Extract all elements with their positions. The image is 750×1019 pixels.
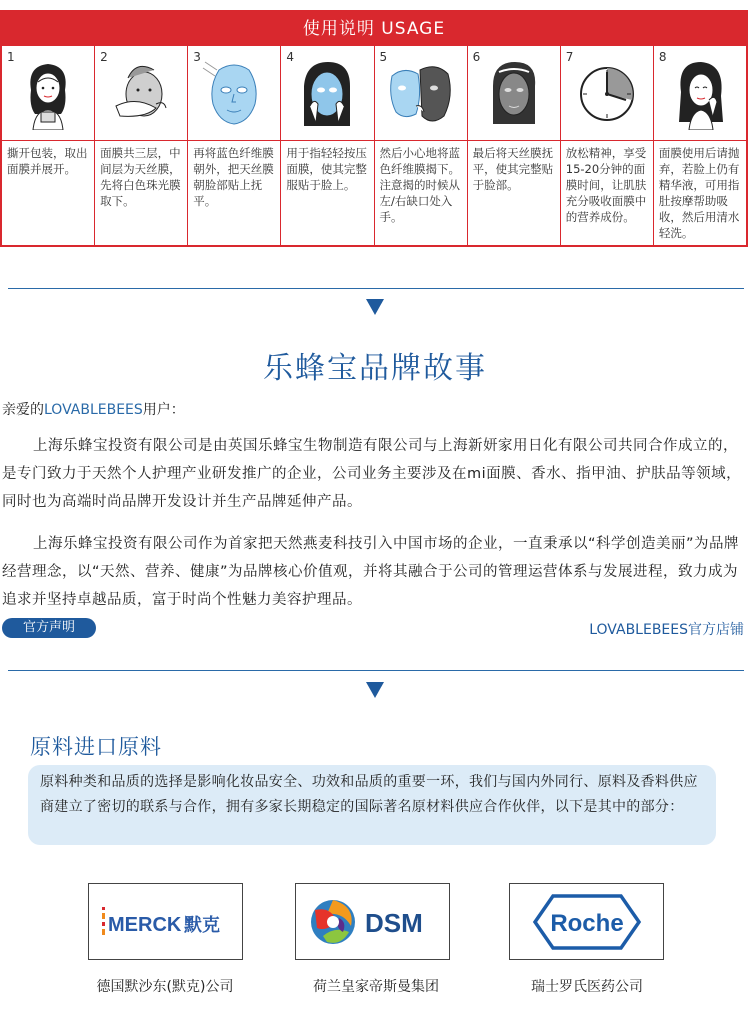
- step-number: 6: [472, 50, 481, 64]
- step-number: 5: [379, 50, 388, 64]
- remove-layer-icon: [386, 56, 456, 130]
- blue-mask-icon: [199, 56, 269, 130]
- merck-logo-cn: 默克: [183, 914, 220, 936]
- step-number: 1: [7, 50, 15, 64]
- step-text: 面膜使用后请抛弃，若脸上仍有精华液，可用指肚按摩帮助吸收，然后用清水轻洗。: [654, 140, 746, 236]
- peel-film-icon: [106, 56, 176, 130]
- section-divider: [8, 670, 744, 671]
- step-text: 撕开包装，取出面膜并展开。: [2, 140, 94, 236]
- tear-package-icon: [13, 56, 83, 130]
- usage-panel: [0, 10, 748, 247]
- brand-paragraph-1: 上海乐蜂宝投资有限公司是由英国乐蜂宝生物制造有限公司与上海新妍家用日化有限公司共同合作成立的，是专门致力于天然个人护理产业研发推广的企业，公司业务主要涉及在mi面膜、香水、指甲油、护肤品等领域，同时也为高端时尚品牌开发设计并生产品牌延伸产品。: [2, 438, 742, 510]
- brand-story-title: 乐蜂宝品牌故事: [263, 351, 487, 386]
- brand-paragraph-2: 上海乐蜂宝投资有限公司作为首家把天然燕麦科技引入中国市场的企业，一直秉承以“科学创造美丽”为品牌经营理念，以“天然、营养、健康”为品牌核心价值观，并将其融合于公司的管理运营体系与发展进程，致力成为追求并坚持卓越品质，富于时尚个性魅力美容护理品。: [2, 536, 740, 608]
- roche-logo: [509, 883, 664, 960]
- greeting: [2, 399, 185, 419]
- dsm-logo: [295, 883, 450, 960]
- usage-step-4: [281, 46, 374, 245]
- down-arrow-icon: [366, 299, 384, 315]
- greeting-suffix: 用户：: [142, 402, 185, 418]
- roche-logo-icon: [517, 890, 657, 954]
- dsm-logo-text: DSM: [364, 907, 423, 938]
- usage-title: 使用说明 USAGE: [2, 12, 746, 46]
- roche-logo-text: Roche: [549, 909, 624, 937]
- usage-step-6: [468, 46, 561, 245]
- dsm-caption: 荷兰皇家帝斯曼集团: [313, 979, 439, 995]
- step-number: 4: [286, 50, 295, 64]
- step-number: 7: [565, 50, 574, 64]
- step-text: 面膜共三层，中间层为天丝膜，先将白色珠光膜取下。: [95, 140, 187, 236]
- step-text: 然后小心地将蓝色纤维膜揭下。注意揭的时候从左/右缺口处入手。: [375, 140, 467, 236]
- official-statement-badge[interactable]: 官方声明: [2, 618, 96, 638]
- step-number: 2: [100, 50, 108, 64]
- massage-face-icon: [665, 56, 735, 130]
- merck-logo-icon: [96, 897, 236, 947]
- usage-step-3: [188, 46, 281, 245]
- merck-caption: 德国默沙东(默克)公司: [96, 979, 234, 995]
- step-text: 用于指轻轻按压面膜，使其完整服贴于脸上。: [281, 140, 373, 236]
- raw-materials-title: 原料进口原料: [30, 735, 162, 759]
- step-text: 再将蓝色纤维膜朝外，把天丝膜朝脸部贴上抚平。: [188, 140, 280, 236]
- section-divider: [8, 288, 744, 289]
- usage-steps: [2, 46, 746, 245]
- merck-logo-text: MERCK: [107, 913, 181, 936]
- roche-caption: 瑞士罗氏医药公司: [531, 979, 643, 995]
- usage-step-5: [375, 46, 468, 245]
- smooth-mask-icon: [479, 56, 549, 130]
- greeting-brand: LOVABLEBEES: [44, 402, 143, 418]
- step-number: 3: [193, 50, 201, 64]
- press-mask-icon: [292, 56, 362, 130]
- dsm-logo-icon: [303, 892, 443, 952]
- usage-step-8: [654, 46, 746, 245]
- step-number: 8: [658, 50, 667, 64]
- raw-materials-description: 原料种类和品质的选择是影响化妆品安全、功效和品质的重要一环，我们与国内外同行、原料及香料供应商建立了密切的联系与合作，拥有多家长期稳定的国际著名原材料供应合作伙伴，以下是其中的部分：: [28, 765, 716, 845]
- merck-logo: [88, 883, 243, 960]
- greeting-prefix: 亲爱的: [2, 402, 44, 418]
- usage-step-1: [2, 46, 95, 245]
- down-arrow-icon: [366, 682, 384, 698]
- usage-step-7: [561, 46, 654, 245]
- official-store-link[interactable]: LOVABLEBEES官方店铺: [589, 622, 744, 638]
- step-text: 放松精神，享受15-20分钟的面膜时间，让肌肤充分吸收面膜中的营养成份。: [561, 140, 653, 236]
- step-text: 最后将天丝膜抚平，使其完整贴于脸部。: [468, 140, 560, 236]
- clock-icon: [572, 56, 642, 130]
- usage-step-2: [95, 46, 188, 245]
